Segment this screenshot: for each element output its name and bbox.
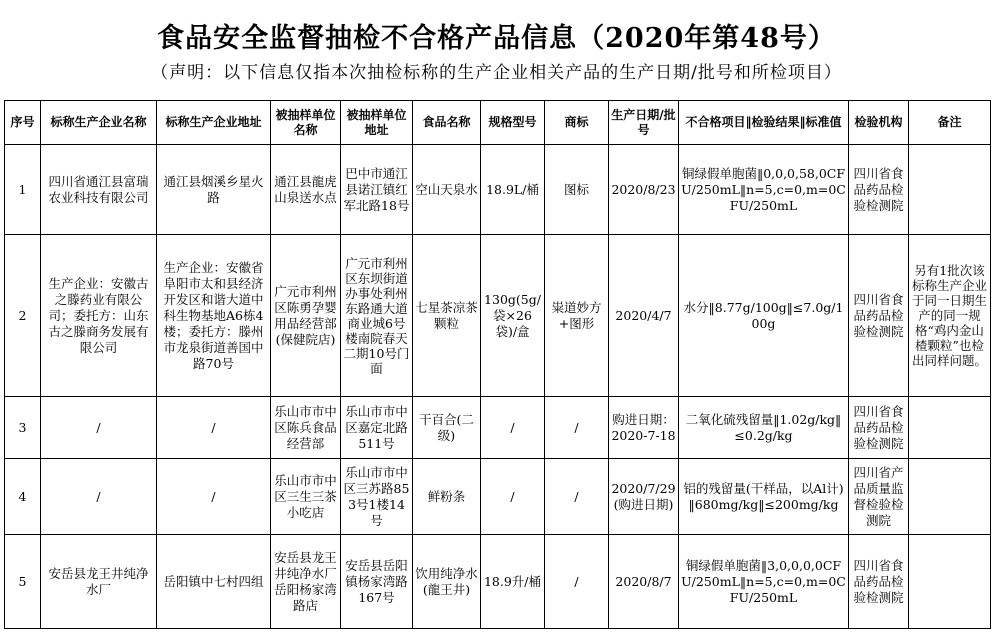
table-row (5, 397, 991, 459)
cell-no: 3 (5, 397, 41, 459)
cell-result: 二氧化硫残留量‖1.02g/kg‖≤0.2g/kg (679, 397, 849, 459)
table-header-row (5, 101, 991, 145)
cell-note (909, 535, 991, 629)
cell-producer: 安岳县龙王井纯净水厂 (41, 535, 157, 629)
column-header: 商标 (545, 101, 609, 145)
cell-spec: 18.9L/桶 (481, 145, 545, 235)
cell-result: 铜绿假单胞菌‖0,0,0,58,0CFU/250mL‖n=5,c=0,m=0CFU/250mL (679, 145, 849, 235)
cell-sampled-address: 广元市利州区东坝街道办事处利州东路通大道商业城6号楼南院春天二期10号门面 (341, 235, 413, 397)
cell-spec: / (481, 397, 545, 459)
cell-sampled-address: 乐山市市中区三苏路853号1楼14号 (341, 459, 413, 535)
cell-sampled-address: 巴中市通江县诺江镇红军北路18号 (341, 145, 413, 235)
cell-food-name: 七星茶凉茶颗粒 (413, 235, 481, 397)
cell-date: 2020/8/23 (609, 145, 679, 235)
cell-result: 铜绿假单胞菌‖3,0,0,0,0CFU/250mL‖n=5,c=0,m=0CFU/250mL (679, 535, 849, 629)
cell-note (909, 459, 991, 535)
column-header: 规格型号 (481, 101, 545, 145)
cell-sampled-unit: 乐山市市中区三生三茶小吃店 (271, 459, 341, 535)
cell-lab: 四川省食品药品检验检测院 (849, 535, 909, 629)
cell-note (909, 145, 991, 235)
cell-food-name: 饮用纯净水(龍王井) (413, 535, 481, 629)
cell-lab: 四川省食品药品检验检测院 (849, 397, 909, 459)
cell-lab: 四川省食品药品检验检测院 (849, 235, 909, 397)
table-row (5, 235, 991, 397)
table-row (5, 459, 991, 535)
cell-note (909, 397, 991, 459)
column-header: 标称生产企业名称 (41, 101, 157, 145)
column-header: 被抽样单位地址 (341, 101, 413, 145)
cell-producer-address: 通江县烟溪乡星火路 (157, 145, 271, 235)
cell-date: 2020/4/7 (609, 235, 679, 397)
cell-sampled-unit: 广元市利州区陈勇孕婴用品经营部(保健院店) (271, 235, 341, 397)
cell-food-name: 空山天泉水 (413, 145, 481, 235)
cell-lab: 四川省食品药品检验检测院 (849, 145, 909, 235)
column-header: 备注 (909, 101, 991, 145)
cell-date: 2020/8/7 (609, 535, 679, 629)
cell-brand: / (545, 397, 609, 459)
cell-date: 购进日期：2020-7-18 (609, 397, 679, 459)
column-header: 序号 (5, 101, 41, 145)
column-header: 检验机构 (849, 101, 909, 145)
cell-producer-address: 生产企业：安徽省阜阳市太和县经济开发区和谐大道中科生物基地A6栋4楼；委托方：滕州市龙泉街道善国中路70号 (157, 235, 271, 397)
cell-lab: 四川省产品质量监督检验检测院 (849, 459, 909, 535)
inspection-table (4, 100, 991, 629)
cell-producer-address: / (157, 459, 271, 535)
cell-sampled-address: 乐山市市中区嘉定北路511号 (341, 397, 413, 459)
cell-result: 水分‖8.77g/100g‖≤7.0g/100g (679, 235, 849, 397)
cell-sampled-unit: 乐山市市中区陈兵食品经营部 (271, 397, 341, 459)
cell-no: 4 (5, 459, 41, 535)
cell-producer: / (41, 397, 157, 459)
cell-brand: 粜道妙方+图形 (545, 235, 609, 397)
cell-producer: 生产企业：安徽古之滕药业有限公司；委托方：山东古之滕商务发展有限公司 (41, 235, 157, 397)
table-row (5, 145, 991, 235)
cell-producer-address: / (157, 397, 271, 459)
cell-food-name: 鲜粉条 (413, 459, 481, 535)
cell-spec: 130g(5g/袋×26袋)/盒 (481, 235, 545, 397)
table-row (5, 535, 991, 629)
cell-producer: / (41, 459, 157, 535)
cell-date: 2020/7/29(购进日期) (609, 459, 679, 535)
cell-brand: / (545, 535, 609, 629)
column-header: 被抽样单位名称 (271, 101, 341, 145)
column-header: 不合格项目‖检验结果‖标准值 (679, 101, 849, 145)
cell-no: 2 (5, 235, 41, 397)
column-header: 标称生产企业地址 (157, 101, 271, 145)
cell-spec: 18.9升/桶 (481, 535, 545, 629)
cell-no: 5 (5, 535, 41, 629)
page-title: 食品安全监督抽检不合格产品信息（2020年第48号） (157, 23, 836, 54)
cell-brand: / (545, 459, 609, 535)
cell-producer-address: 岳阳镇中七村四组 (157, 535, 271, 629)
cell-food-name: 干百合(二级) (413, 397, 481, 459)
page-subtitle: （声明：以下信息仅指本次抽检标称的生产企业相关产品的生产日期/批号和所检项目） (151, 63, 842, 83)
cell-producer: 四川省通江县富瑞农业科技有限公司 (41, 145, 157, 235)
cell-brand: 图标 (545, 145, 609, 235)
cell-spec: / (481, 459, 545, 535)
cell-note: 另有1批次该标称生产企业于同一日期生产的同一规格“鸡内金山楂颗粒”也检出同样问题。 (909, 235, 991, 397)
column-header: 生产日期/批号 (609, 101, 679, 145)
column-header: 食品名称 (413, 101, 481, 145)
cell-sampled-unit: 安岳县龙王井纯净水厂岳阳杨家湾路店 (271, 535, 341, 629)
cell-no: 1 (5, 145, 41, 235)
cell-result: 铝的残留量(干样品，以Al计)‖680mg/kg‖≤200mg/kg (679, 459, 849, 535)
cell-sampled-unit: 通江县龍虎山泉送水点 (271, 145, 341, 235)
cell-sampled-address: 安岳县岳阳镇杨家湾路167号 (341, 535, 413, 629)
